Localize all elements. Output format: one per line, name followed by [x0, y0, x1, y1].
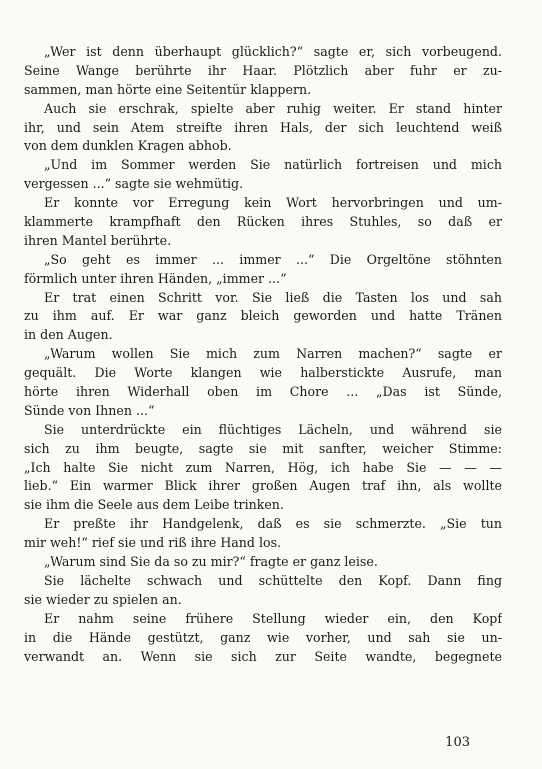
text-line-28: „Warum sind Sie da so zu mir?“ fragte er ganz leise.: [44, 554, 378, 570]
text-line-31: Er nahm seine frühere Stellung wieder ein, den Kopf: [44, 610, 502, 626]
text-line-6: von dem dunklen Kragen abhob.: [24, 138, 232, 154]
text-line-19: hörte ihren Widerhall oben im Chore ... „Das ist Sünde,: [24, 384, 502, 400]
text-line-18: gequält. Die Worte klangen wie halberstickte Ausrufe, man: [24, 365, 502, 381]
text-line-10: klammerte krampfhaft den Rücken ihres Stuhles, so daß er: [24, 214, 502, 230]
text-line-8: vergessen ...“ sagte sie wehmütig.: [24, 176, 244, 192]
text-line-26: Er preßte ihr Handgelenk, daß es sie schmerzte. „Sie tun: [44, 516, 502, 532]
text-line-23: „Ich halte Sie nicht zum Narren, Hög, ich habe Sie — — —: [24, 459, 502, 475]
text-line-33: verwandt an. Wenn sie sich zur Seite wandte, begegnete: [24, 648, 502, 664]
text-line-1: „Wer ist denn überhaupt glücklich?“ sagte er, sich vorbeugend.: [44, 44, 502, 59]
text-line-30: sie wieder zu spielen an.: [24, 591, 182, 607]
text-line-32: in die Hände gestützt, ganz wie vorher, und sah sie un-: [24, 629, 502, 645]
text-line-17: „Warum wollen Sie mich zum Narren machen?“ sagte er: [44, 346, 502, 362]
text-line-14: Er trat einen Schritt vor. Sie ließ die Tasten los und sah: [44, 289, 502, 305]
text-line-20: Sünde von Ihnen ...“: [24, 402, 155, 418]
text-line-16: in den Augen.: [24, 327, 113, 343]
text-line-21: Sie unterdrückte ein flüchtiges Lächeln, und während sie: [44, 421, 502, 437]
text-line-29: Sie lächelte schwach und schüttelte den Kopf. Dann fing: [44, 572, 502, 588]
text-line-5: ihr, und sein Atem streifte ihren Hals, der sich leuchtend weiß: [24, 119, 502, 135]
page-number: 103: [445, 735, 470, 750]
text-line-3: sammen, man hörte eine Seitentür klappern.: [24, 81, 312, 97]
text-line-9: Er konnte vor Erregung kein Wort hervorbringen und um-: [44, 195, 502, 211]
body-text: [24, 43, 502, 666]
text-line-2: Seine Wange berührte ihr Haar. Plötzlich aber fuhr er zu-: [24, 62, 502, 78]
text-line-11: ihren Mantel berührte.: [24, 232, 172, 248]
text-line-4: Auch sie erschrak, spielte aber ruhig weiter. Er stand hinter: [44, 100, 502, 116]
text-line-7: „Und im Sommer werden Sie natürlich fortreisen und mich: [44, 157, 502, 173]
text-line-15: zu ihm auf. Er war ganz bleich geworden und hatte Tränen: [24, 308, 502, 324]
text-line-12: „So geht es immer ... immer ...“ Die Orgeltöne stöhnten: [44, 251, 502, 267]
text-line-27: mir weh!“ rief sie und riß ihre Hand los.: [24, 535, 282, 551]
text-line-25: sie ihm die Seele aus dem Leibe trinken.: [24, 497, 284, 513]
text-line-13: förmlich unter ihren Händen, „immer ...“: [24, 270, 287, 286]
text-line-24: lieb.“ Ein warmer Blick ihrer großen Augen traf ihn, als wollte: [24, 478, 502, 494]
text-line-22: sich zu ihm beugte, sagte sie mit sanfter, weicher Stimme:: [24, 440, 502, 456]
